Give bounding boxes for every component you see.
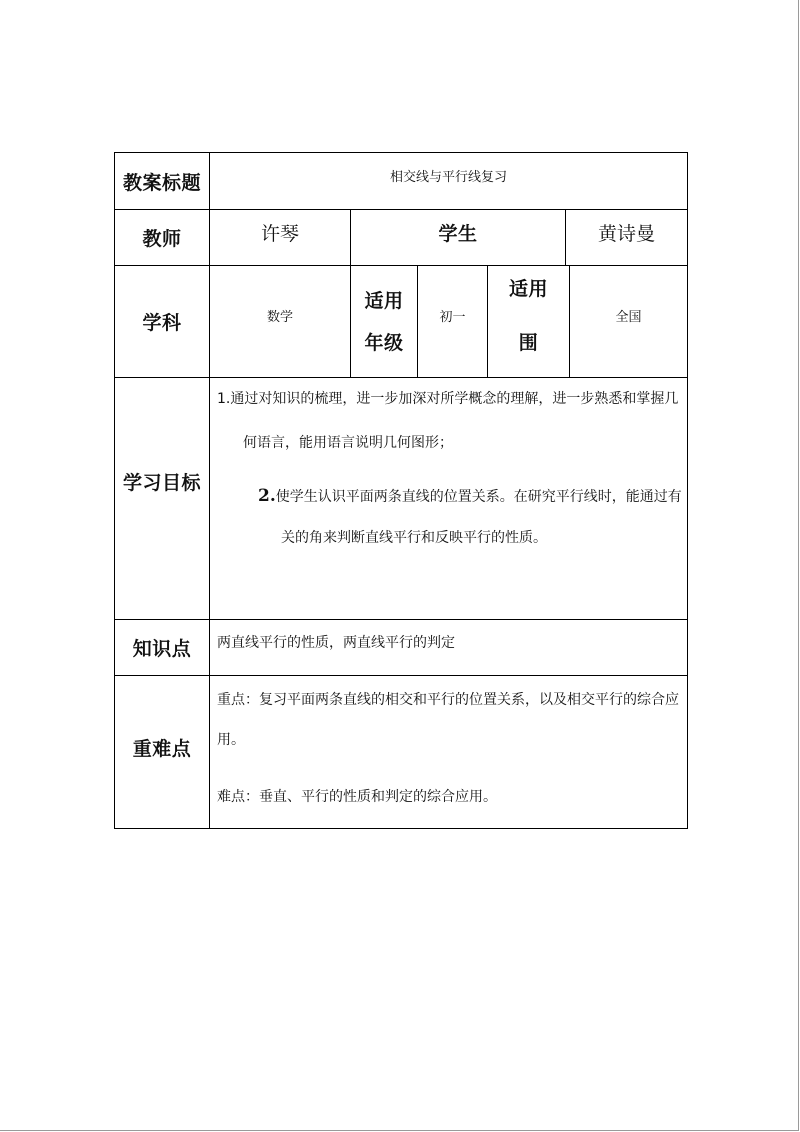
key-point-line-1: 重点：复习平面两条直线的相交和平行的位置关系，以及相交平行的综合应 bbox=[217, 692, 679, 708]
key-point-line-2: 用。 bbox=[217, 732, 245, 748]
scope-value: 全国 bbox=[615, 309, 642, 325]
student-value: 黄诗曼 bbox=[597, 222, 655, 245]
teacher-value: 许琴 bbox=[260, 222, 299, 245]
title-label: 教案标题 bbox=[122, 171, 201, 194]
objective-item-2-number: 2. bbox=[258, 486, 276, 506]
grade-label bbox=[351, 266, 417, 377]
scope-label bbox=[488, 266, 569, 365]
objective-item-2-line-2: 关的角来判断直线平行和反映平行的性质。 bbox=[281, 530, 547, 546]
student-label: 学生 bbox=[438, 222, 478, 245]
scope-label-line2: 围 bbox=[518, 331, 539, 354]
lesson-plan-table bbox=[114, 152, 688, 829]
title-value: 相交线与平行线复习 bbox=[389, 169, 507, 185]
objective-item-1-line-2: 何语言，能用语言说明几何图形； bbox=[243, 435, 453, 451]
scope-label-line1: 适用 bbox=[508, 277, 548, 300]
knowledge-value: 两直线平行的性质，两直线平行的判定 bbox=[217, 635, 455, 651]
grade-value: 初一 bbox=[439, 309, 466, 325]
difficult-point-line: 难点：垂直、平行的性质和判定的综合应用。 bbox=[217, 789, 497, 805]
subject-label: 学科 bbox=[142, 312, 182, 334]
objective-item-2-line-1 bbox=[258, 486, 686, 507]
difficulty-label: 重难点 bbox=[132, 737, 192, 760]
knowledge-label: 知识点 bbox=[132, 638, 192, 660]
objective-item-2-text: 使学生认识平面两条直线的位置关系。在研究平行线时，能通过有 bbox=[275, 489, 682, 505]
objectives-label: 学习目标 bbox=[122, 472, 201, 494]
subject-value: 数学 bbox=[266, 309, 293, 325]
objective-item-1-line-1: 1.通过对知识的梳理，进一步加深对所学概念的理解，进一步熟悉和掌握几 bbox=[217, 391, 679, 407]
grade-label-line1: 适用 bbox=[364, 289, 404, 312]
grade-label-line2: 年级 bbox=[364, 331, 404, 354]
teacher-label: 教师 bbox=[142, 228, 182, 250]
column-divider bbox=[209, 153, 210, 828]
